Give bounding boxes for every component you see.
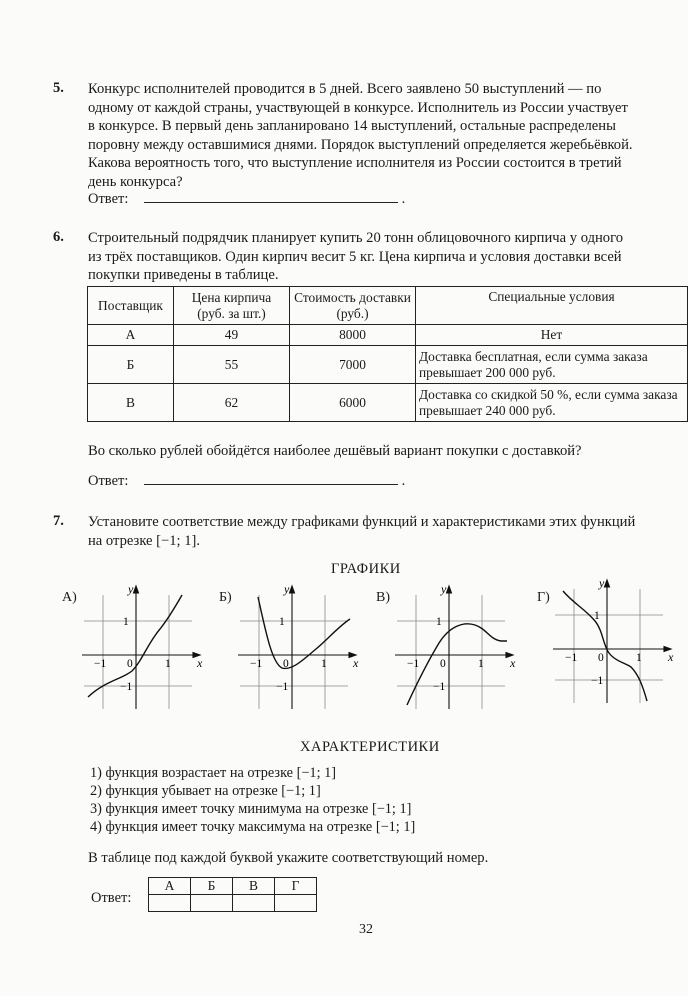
tick-label: 0: [440, 658, 446, 670]
y-axis-label: y: [128, 583, 134, 596]
tick-label: 1: [436, 616, 442, 628]
tick-label: 0: [283, 658, 289, 670]
table-cell: В: [88, 384, 174, 422]
y-axis-label: y: [441, 583, 447, 596]
characteristic-item: 1) функция возрастает на отрезке [−1; 1]: [90, 765, 337, 781]
graph-g: [551, 577, 675, 707]
answer-header-g: Г: [275, 878, 317, 895]
problem-5-line: поровну между оставшимися днями. Порядок выступлений определяется жеребьёвкой.: [88, 136, 633, 153]
y-axis-label: y: [599, 577, 605, 590]
graph-v: [393, 583, 517, 713]
answer-cell-a[interactable]: [149, 895, 191, 912]
tick-label: 1: [478, 658, 484, 670]
table-cell: Доставка бесплатная, если сумма заказа превышает 200 000 руб.: [416, 346, 688, 384]
tick-label: 1: [165, 658, 171, 670]
problem-6-text: [88, 229, 686, 285]
graph-letter-a: А): [62, 590, 77, 605]
tick-label: 0: [598, 652, 604, 664]
graph-b: [236, 583, 360, 713]
tick-label: 1: [636, 652, 642, 664]
graph-letter-v: В): [376, 590, 390, 605]
problem-7-instruction: В таблице под каждой буквой укажите соответствующий номер.: [88, 850, 489, 866]
answer-header-a: А: [149, 878, 191, 895]
problem-5-text: [88, 80, 686, 192]
table-header: Специальные условия: [416, 287, 688, 325]
tick-label: −1: [407, 658, 420, 670]
page-number: 32: [359, 922, 373, 937]
characteristic-item: 3) функция имеет точку минимума на отрезке [−1; 1]: [90, 801, 412, 817]
problem-6-number: 6.: [53, 229, 64, 245]
tick-label: −1: [94, 658, 107, 670]
problem-6-answer: [88, 473, 405, 490]
tick-label: −1: [250, 658, 263, 670]
tick-label: −1: [120, 681, 133, 693]
problem-6-line: Строительный подрядчик планирует купить 20 тонн облицовочного кирпича у одного: [88, 230, 624, 246]
answer-label: Ответ:: [88, 191, 129, 207]
tick-label: 1: [123, 616, 129, 628]
x-axis-label: x: [197, 656, 203, 670]
graphs-title: ГРАФИКИ: [331, 561, 401, 577]
table-cell: Доставка со скидкой 50 %, если сумма заказа превышает 240 000 руб.: [416, 384, 688, 422]
table-cell: 8000: [290, 325, 416, 346]
answer-cell-v[interactable]: [233, 895, 275, 912]
problem-5-line: одному от каждой страны, участвующей в конкурсе. Исполнитель из России участвует: [88, 99, 628, 116]
problem-7-text: [88, 513, 686, 550]
tick-label: −1: [433, 681, 446, 693]
tick-label: −1: [276, 681, 289, 693]
characteristics-title: ХАРАКТЕРИСТИКИ: [300, 739, 440, 755]
answer-cell-g[interactable]: [275, 895, 317, 912]
problem-7-line: на отрезке [−1; 1].: [88, 532, 201, 549]
table-row: [88, 384, 688, 422]
table-cell: 62: [174, 384, 290, 422]
y-axis-label: y: [284, 583, 290, 596]
graph-letter-b: Б): [219, 590, 232, 605]
problem-5-number: 5.: [53, 80, 64, 96]
table-cell: А: [88, 325, 174, 346]
problem-5-line: Конкурс исполнителей проводится в 5 дней. Всего заявлено 50 выступлений — по: [88, 81, 602, 97]
table-cell: 7000: [290, 346, 416, 384]
x-axis-label: x: [353, 656, 359, 670]
problem-7-answer-label: Ответ:: [91, 890, 132, 906]
tick-label: 1: [321, 658, 327, 670]
table-header: Стоимость доставки (руб.): [290, 287, 416, 325]
answer-cell-b[interactable]: [191, 895, 233, 912]
tick-label: −1: [591, 675, 604, 687]
problem-5-line: Какова вероятность того, что выступление исполнителя из России состоится в третий: [88, 155, 622, 172]
answer-header-v: В: [233, 878, 275, 895]
characteristic-item: 2) функция убывает на отрезке [−1; 1]: [90, 783, 321, 799]
answer-period: .: [401, 191, 406, 207]
table-cell: 6000: [290, 384, 416, 422]
tick-label: −1: [565, 652, 578, 664]
table-cell: 55: [174, 346, 290, 384]
supplier-table: [87, 286, 688, 422]
table-cell: 49: [174, 325, 290, 346]
graph-a: [80, 583, 204, 713]
problem-5-line: день конкурса?: [88, 173, 183, 190]
answer-field[interactable]: [144, 483, 398, 485]
tick-label: 1: [594, 610, 600, 622]
problem-5-line: в конкурсе. В первый день запланировано 14 выступлений, остальные распределены: [88, 118, 616, 135]
problem-6-line: покупки приведены в таблице.: [88, 267, 279, 284]
problem-7-number: 7.: [53, 513, 64, 529]
characteristic-item: 4) функция имеет точку максимума на отрезке [−1; 1]: [90, 819, 416, 835]
tick-label: 1: [279, 616, 285, 628]
problem-7-answer-table: [148, 877, 317, 912]
problem-5-answer: [88, 191, 405, 208]
problem-6-line: из трёх поставщиков. Один кирпич весит 5 кг. Цена кирпича и условия доставки всей: [88, 248, 622, 265]
answer-header-b: Б: [191, 878, 233, 895]
x-axis-label: x: [668, 650, 674, 664]
table-header: Поставщик: [88, 287, 174, 325]
problem-6-question: Во сколько рублей обойдётся наиболее дешёвый вариант покупки с доставкой?: [88, 443, 582, 459]
answer-period: .: [401, 473, 406, 489]
tick-label: 0: [127, 658, 133, 670]
table-row: [88, 325, 688, 346]
table-cell: Нет: [416, 325, 688, 346]
table-cell: Б: [88, 346, 174, 384]
table-header: Цена кирпича (руб. за шт.): [174, 287, 290, 325]
x-axis-label: x: [510, 656, 516, 670]
problem-7-line: Установите соответствие между графиками функций и характеристиками этих функций: [88, 514, 636, 530]
graph-letter-g: Г): [537, 590, 550, 605]
answer-label: Ответ:: [88, 473, 129, 489]
table-row: [88, 346, 688, 384]
answer-field[interactable]: [144, 201, 398, 203]
